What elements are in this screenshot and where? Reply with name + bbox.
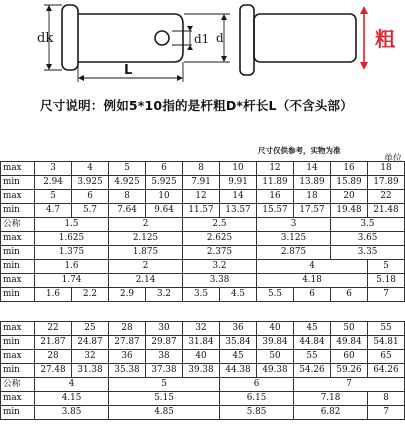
table-cell: 15.89 (331, 176, 368, 190)
table-cell: 3.2 (183, 260, 257, 274)
table-cell: 4.15 (35, 392, 109, 406)
table-cell: 5.18 (368, 274, 405, 288)
table-row (1, 246, 405, 260)
table-cell: 49.84 (331, 336, 368, 350)
table-cell: 3.85 (35, 406, 109, 420)
table-cell: 18 (368, 162, 405, 176)
side-view-shank (254, 14, 356, 62)
table-cell: 60 (331, 350, 368, 364)
table-cell: 36 (109, 350, 146, 364)
table-cell: 32 (72, 350, 109, 364)
size-explanation: 尺寸说明：例如5*10指的是杆粗D*杆长L（不含头部） (40, 98, 353, 113)
table-cell: 2.2 (72, 288, 109, 302)
table-cell: 50 (257, 350, 294, 364)
table-cell: 6 (220, 378, 294, 392)
table-cell: 1.5 (35, 218, 109, 232)
table-cell: 1.6 (35, 260, 109, 274)
table-cell: 45 (294, 322, 331, 336)
table-cell: 5 (35, 190, 72, 204)
table-cell: 35.84 (220, 336, 257, 350)
table-cell: 15.57 (257, 204, 294, 218)
table-cell: 14 (294, 162, 331, 176)
table-cell: 55 (368, 322, 405, 336)
table-cell: 3.5 (183, 288, 220, 302)
row-label: 公称 (1, 378, 35, 392)
table-cell: 5.925 (146, 176, 183, 190)
label-dk: dk (37, 31, 54, 46)
table-cell: 10 (146, 190, 183, 204)
table-cell: 5.85 (220, 406, 294, 420)
table-cell: 40 (183, 350, 220, 364)
table-cell: 6 (294, 288, 331, 302)
table-cell: 1.875 (109, 246, 183, 260)
label-rod-diameter: 粗 (375, 27, 395, 51)
table-cell: 10 (220, 162, 257, 176)
table-cell: 39.84 (257, 336, 294, 350)
table-cell: 1.6 (35, 288, 72, 302)
table-cell: 3.2 (146, 288, 183, 302)
label-L: L (124, 63, 133, 78)
row-label: min (1, 406, 35, 420)
table-cell: 44.84 (294, 336, 331, 350)
row-label: min (1, 336, 35, 350)
table-cell: 5.7 (72, 204, 109, 218)
table-cell: 2.9 (109, 288, 146, 302)
table-cell: 4.5 (220, 288, 257, 302)
row-label: min (1, 246, 35, 260)
label-d: d (216, 31, 224, 45)
pin-diagram (0, 0, 400, 92)
table-cell: 3.65 (331, 232, 405, 246)
table-cell: 3.35 (331, 246, 405, 260)
table-cell: 7 (368, 406, 405, 420)
table-cell: 54.26 (294, 364, 331, 378)
table-cell: 8 (183, 162, 220, 176)
table-row (1, 260, 405, 274)
table-cell: 1.625 (35, 232, 109, 246)
table-cell: 31.84 (183, 336, 220, 350)
table-cell: 50 (331, 322, 368, 336)
spec-table-2 (0, 321, 405, 420)
table-cell: 29.87 (146, 336, 183, 350)
table-cell: 13.89 (294, 176, 331, 190)
table-cell: 18 (294, 190, 331, 204)
table-cell: 4 (257, 260, 368, 274)
table-cell: 4 (35, 378, 109, 392)
table-cell: 22 (368, 190, 405, 204)
row-label: min (1, 288, 35, 302)
table-row (1, 350, 405, 364)
table-cell: 30 (146, 322, 183, 336)
table-cell: 25 (72, 322, 109, 336)
table-cell: 17.89 (368, 176, 405, 190)
table-cell: 6.82 (294, 406, 368, 420)
table-row (1, 378, 405, 392)
table-cell: 2.94 (35, 176, 72, 190)
table-cell: 3.5 (331, 218, 405, 232)
table-row (1, 204, 405, 218)
table-cell: 12 (183, 190, 220, 204)
table-cell: 49.38 (257, 364, 294, 378)
table-cell: 7.64 (109, 204, 146, 218)
row-label: min (1, 176, 35, 190)
table-row (1, 274, 405, 288)
row-label: max (1, 350, 35, 364)
table-row (1, 176, 405, 190)
row-label: max (1, 190, 35, 204)
table-cell: 6.15 (220, 392, 294, 406)
table-cell: 16 (257, 190, 294, 204)
table-cell: 12 (257, 162, 294, 176)
table-cell: 35.38 (109, 364, 146, 378)
table-cell: 5.5 (257, 288, 294, 302)
table-cell: 1.74 (35, 274, 109, 288)
table-cell: 59.26 (331, 364, 368, 378)
table-cell: 16 (331, 162, 368, 176)
table-row (1, 364, 405, 378)
table-cell: 4.85 (109, 406, 220, 420)
table-cell: 8 (109, 190, 146, 204)
table-cell: 32 (183, 322, 220, 336)
table-row (1, 190, 405, 204)
table-cell: 40 (257, 322, 294, 336)
table-cell: 7 (368, 288, 405, 302)
table-cell: 65 (368, 350, 405, 364)
table-cell: 7 (294, 378, 405, 392)
table-row (1, 218, 405, 232)
table-cell: 4.925 (109, 176, 146, 190)
table-cell: 2.14 (109, 274, 183, 288)
table-cell: 14 (220, 190, 257, 204)
table-cell: 5.15 (109, 392, 220, 406)
row-label: 公称 (1, 218, 35, 232)
table-cell: 44.38 (220, 364, 257, 378)
table-cell: 4 (72, 162, 109, 176)
table-cell: 27.87 (109, 336, 146, 350)
row-label: max (1, 162, 35, 176)
table-cell: 21.87 (35, 336, 72, 350)
table-cell: 54.81 (368, 336, 405, 350)
table-cell: 8 (368, 392, 405, 406)
table-row (1, 392, 405, 406)
table-cell: 22 (35, 322, 72, 336)
spec-table-1 (0, 161, 405, 302)
row-label: max (1, 274, 35, 288)
table-cell: 38 (146, 350, 183, 364)
label-d1: d1 (194, 32, 210, 46)
side-view-head (240, 5, 254, 75)
table-cell: 20 (331, 190, 368, 204)
table-cell: 5 (368, 260, 405, 274)
reference-note: 尺寸仅供参考，实物为准 (258, 146, 341, 155)
table-cell: 17.57 (294, 204, 331, 218)
table-cell: 9.64 (146, 204, 183, 218)
table-cell: 4.7 (35, 204, 72, 218)
table-cell: 13.57 (220, 204, 257, 218)
table-cell: 28 (35, 350, 72, 364)
table-cell: 9.91 (220, 176, 257, 190)
table-cell: 5 (109, 162, 146, 176)
table-cell: 2 (109, 260, 183, 274)
table-cell: 31.38 (72, 364, 109, 378)
table-cell: 6 (72, 190, 109, 204)
table-row (1, 322, 405, 336)
table-cell: 3 (35, 162, 72, 176)
table-cell: 39.38 (183, 364, 220, 378)
table-cell: 3.925 (72, 176, 109, 190)
table-cell: 19.48 (331, 204, 368, 218)
row-label: min (1, 260, 35, 274)
table-cell: 2.125 (109, 232, 183, 246)
cross-hole (155, 31, 169, 45)
table-cell: 28 (109, 322, 146, 336)
table-cell: 1.375 (35, 246, 109, 260)
table-cell: 5 (109, 378, 220, 392)
table-cell: 24.87 (72, 336, 109, 350)
row-label: max (1, 322, 35, 336)
table-cell: 3.38 (183, 274, 257, 288)
row-label: max (1, 232, 35, 246)
table-cell: 6 (146, 162, 183, 176)
table-cell: 55 (294, 350, 331, 364)
table-cell: 64.26 (368, 364, 405, 378)
table-cell: 3 (257, 218, 331, 232)
table-row (1, 288, 405, 302)
table-cell: 21.48 (368, 204, 405, 218)
table-cell: 7.18 (294, 392, 368, 406)
table-cell: 4.18 (257, 274, 368, 288)
table-cell: 11.89 (257, 176, 294, 190)
table-cell: 2.875 (257, 246, 331, 260)
row-label: max (1, 392, 35, 406)
table-cell: 2.375 (183, 246, 257, 260)
table-cell: 2.5 (183, 218, 257, 232)
table-cell: 6 (331, 288, 368, 302)
pin-shank (78, 14, 183, 62)
table-row (1, 406, 405, 420)
table-cell: 3.125 (257, 232, 331, 246)
table-row (1, 336, 405, 350)
table-cell: 2 (109, 218, 183, 232)
table-cell: 37.38 (146, 364, 183, 378)
table-cell: 27.48 (35, 364, 72, 378)
table-cell: 45 (220, 350, 257, 364)
row-label: min (1, 364, 35, 378)
table-row (1, 162, 405, 176)
table-cell: 36 (220, 322, 257, 336)
row-label: min (1, 204, 35, 218)
pin-head (62, 5, 78, 70)
table-cell: 11.57 (183, 204, 220, 218)
table-cell: 2.625 (183, 232, 257, 246)
unit-label: 单位 (384, 154, 403, 164)
table-row (1, 232, 405, 246)
table-cell: 7.91 (183, 176, 220, 190)
